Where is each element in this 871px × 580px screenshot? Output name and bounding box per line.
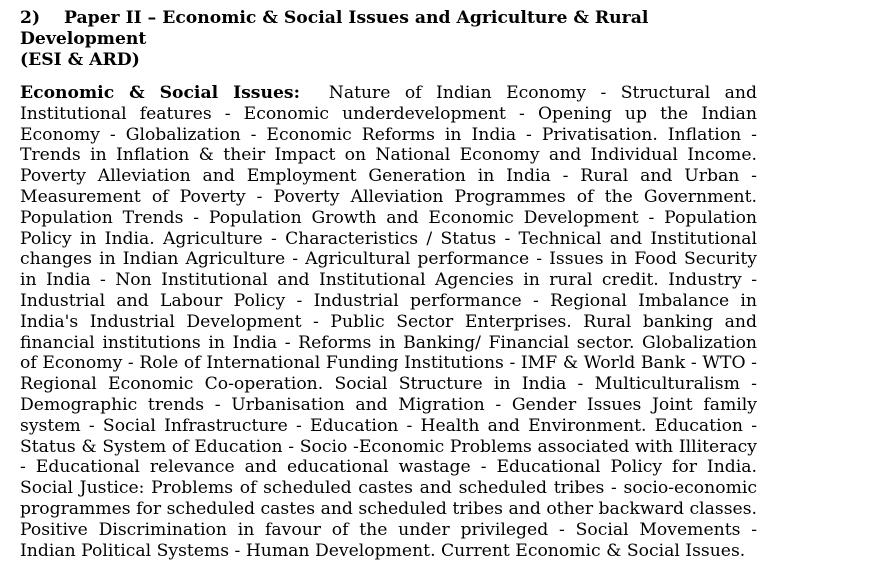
section-number: 2) [20,8,41,28]
syllabus-paragraph [20,83,757,561]
section-subtitle: (ESI & ARD) [20,50,140,70]
section-heading [20,8,757,71]
paragraph-text: Nature of Indian Economy - Structural and Institutional features - Economic underdevelopment - Opening up the Indian Economy - Globalization - Economic Reforms in India - Privatisation. Inflation - Trends in Inflation & their Impact on National Economy and Individual Income. Poverty Alleviation and Employment Generation in India - Rural and Urban - Measurement of Poverty - Poverty Alleviation Programmes of the Government. Population Trends - Population Growth and Economic Development - Population Policy in India. Agriculture - Characteristics / Status - Technical and Institutional changes in Indian Agriculture - Agricultural performance - Issues in Food Security in India - Non Institutional and Institutional Agencies in rural credit. Industry - Industrial and Labour Policy - Industrial performance - Regional Imbalance in India's Industrial Development - Public Sector Enterprises. Rural banking and financial institutions in India - Reforms in Banking/ Financial sector. Globalization of Economy - Role of International Funding Institutions - IMF & World Bank - WTO - Regional Economic Co-operation. Social Structure in India - Multiculturalism - Demographic trends - Urbanisation and Migration - Gender Issues Joint family system - Social Infrastructure - Education - Health and Environment. Education - Status & System of Education - Socio -Economic Problems associated with Illiteracy - Educational relevance and educational wastage - Educational Policy for India. Social Justice: Problems of scheduled castes and scheduled tribes - socio-economic programmes for scheduled castes and scheduled tribes and other backward classes. Positive Discrimination in favour of the under privileged - Social Movements - Indian Political Systems - Human Development. Current Economic & Social Issues. [20,83,757,561]
document-page [20,8,757,561]
section-title: Paper II – Economic & Social Issues and Agriculture & Rural Development [20,8,649,49]
paragraph-lead: Economic & Social Issues: [20,83,300,103]
